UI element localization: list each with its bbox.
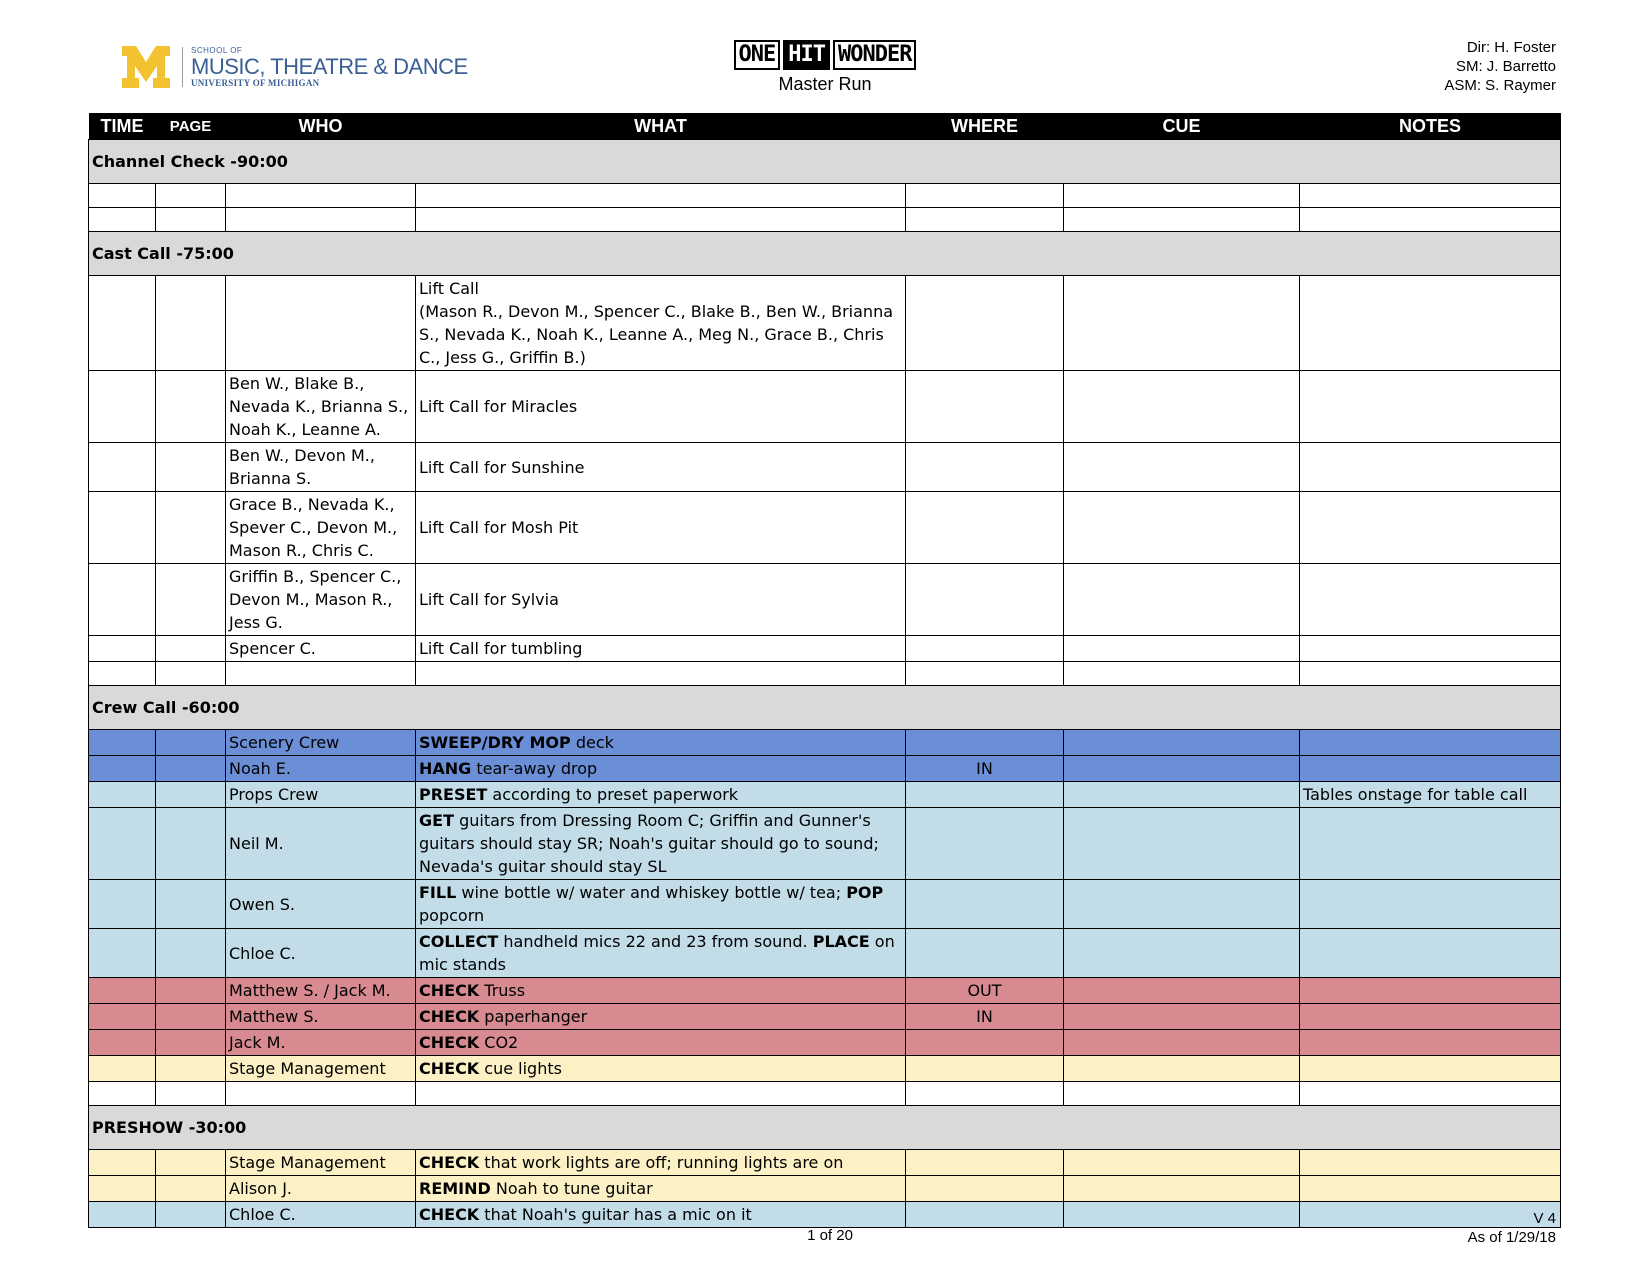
who-cell: Stage Management (226, 1056, 416, 1082)
time-cell (89, 1004, 156, 1030)
table-row (89, 276, 1561, 371)
section-title: PRESHOW -30:00 (89, 1106, 1561, 1150)
who-cell: Chloe C. (226, 1202, 416, 1228)
action-verb: CHECK (419, 1059, 480, 1078)
table-row (89, 443, 1561, 492)
action-text: Lift Call for tumbling (419, 639, 583, 658)
cue-cell (1064, 1004, 1300, 1030)
what-cell (416, 730, 906, 756)
cue-cell (1064, 208, 1300, 232)
time-cell (89, 636, 156, 662)
where-cell: OUT (906, 978, 1064, 1004)
time-cell (89, 730, 156, 756)
page-cell (156, 636, 226, 662)
what-cell (416, 443, 906, 492)
where-cell (906, 880, 1064, 929)
logo-university: UNIVERSITY OF MICHIGAN (191, 77, 320, 88)
version-number: V 4 (1533, 1210, 1556, 1227)
action-verb: PLACE (812, 932, 870, 951)
section-header-row (89, 140, 1561, 184)
action-text: Lift Call for Mosh Pit (419, 518, 579, 537)
table-row (89, 1082, 1561, 1106)
what-cell (416, 756, 906, 782)
who-cell: Grace B., Nevada K., Spever C., Devon M., Mason R., Chris C. (226, 492, 416, 564)
table-row (89, 184, 1561, 208)
action-text: on mic stands (419, 932, 895, 974)
time-cell (89, 443, 156, 492)
action-text: wine bottle w/ water and whiskey bottle w/ tea; (456, 883, 847, 902)
column-header-time: TIME (89, 113, 156, 140)
time-cell (89, 1150, 156, 1176)
where-cell (906, 1202, 1064, 1228)
show-title-block (725, 40, 925, 95)
action-text: Noah to tune guitar (490, 1179, 653, 1198)
action-text: Lift Call for Miracles (419, 397, 578, 416)
notes-cell (1300, 1030, 1561, 1056)
page-cell (156, 276, 226, 371)
cue-cell (1064, 662, 1300, 686)
table-row (89, 492, 1561, 564)
version-date: As of 1/29/18 (1467, 1229, 1556, 1246)
what-cell (416, 371, 906, 443)
page-cell (156, 1202, 226, 1228)
notes-cell (1300, 1082, 1561, 1106)
who-cell: Chloe C. (226, 929, 416, 978)
page-cell (156, 782, 226, 808)
what-cell (416, 1082, 906, 1106)
action-verb: HANG (419, 759, 472, 778)
time-cell (89, 184, 156, 208)
action-text: cue lights (479, 1059, 562, 1078)
time-cell (89, 371, 156, 443)
who-cell: Matthew S. / Jack M. (226, 978, 416, 1004)
table-row (89, 1176, 1561, 1202)
action-verb: CHECK (419, 1205, 480, 1224)
action-verb: PRESET (419, 785, 488, 804)
what-cell (416, 1056, 906, 1082)
action-text: handheld mics 22 and 23 from sound. (498, 932, 813, 951)
action-text: (Mason R., Devon M., Spencer C., Blake B., Ben W., Brianna S., Nevada K., Noah K., Leanne A., Meg N., Grace B., Chris C., Jess G., Griffin B.) (419, 302, 894, 367)
cue-cell (1064, 276, 1300, 371)
action-text: that Noah's guitar has a mic on it (479, 1205, 752, 1224)
who-cell: Ben W., Blake B., Nevada K., Brianna S., Noah K., Leanne A. (226, 371, 416, 443)
cue-cell (1064, 1150, 1300, 1176)
what-cell (416, 1176, 906, 1202)
where-cell (906, 730, 1064, 756)
time-cell (89, 1202, 156, 1228)
notes-cell (1300, 929, 1561, 978)
page-cell (156, 1176, 226, 1202)
who-cell: Alison J. (226, 1176, 416, 1202)
show-title-word-hit: HIT (783, 40, 830, 70)
time-cell (89, 662, 156, 686)
action-verb: CHECK (419, 981, 480, 1000)
what-cell (416, 1150, 906, 1176)
who-cell (226, 208, 416, 232)
column-header-page: PAGE (156, 113, 226, 140)
cue-cell (1064, 492, 1300, 564)
notes-cell (1300, 880, 1561, 929)
cue-cell (1064, 782, 1300, 808)
time-cell (89, 208, 156, 232)
action-text: according to preset paperwork (487, 785, 739, 804)
cue-cell (1064, 929, 1300, 978)
notes-cell (1300, 636, 1561, 662)
run-sheet-table (88, 113, 1561, 1228)
where-cell (906, 443, 1064, 492)
page-cell (156, 208, 226, 232)
who-cell: Neil M. (226, 808, 416, 880)
table-row (89, 564, 1561, 636)
notes-cell (1300, 1150, 1561, 1176)
who-cell (226, 1082, 416, 1106)
who-cell: Griffin B., Spencer C., Devon M., Mason R., Jess G. (226, 564, 416, 636)
document-subtitle: Master Run (778, 74, 872, 94)
cue-cell (1064, 443, 1300, 492)
what-cell (416, 636, 906, 662)
notes-cell (1300, 276, 1561, 371)
notes-cell: Tables onstage for table call (1300, 782, 1561, 808)
cue-cell (1064, 756, 1300, 782)
logo-school-of: SCHOOL OF (191, 45, 243, 55)
page-cell (156, 1082, 226, 1106)
page-cell (156, 730, 226, 756)
action-verb: SWEEP/DRY MOP (419, 733, 571, 752)
table-row (89, 978, 1561, 1004)
time-cell (89, 929, 156, 978)
page-cell (156, 371, 226, 443)
page-cell (156, 443, 226, 492)
action-verb: REMIND (419, 1179, 491, 1198)
who-cell: Noah E. (226, 756, 416, 782)
page-cell (156, 492, 226, 564)
who-cell (226, 184, 416, 208)
page-cell (156, 929, 226, 978)
section-header-row (89, 686, 1561, 730)
show-logo (734, 40, 917, 70)
where-cell (906, 662, 1064, 686)
who-cell (226, 276, 416, 371)
notes-cell (1300, 978, 1561, 1004)
table-row (89, 730, 1561, 756)
where-cell (906, 636, 1064, 662)
cue-cell (1064, 1176, 1300, 1202)
page-cell (156, 880, 226, 929)
cue-cell (1064, 880, 1300, 929)
notes-cell (1300, 184, 1561, 208)
table-row (89, 662, 1561, 686)
column-header-cue: CUE (1064, 113, 1300, 140)
where-cell (906, 1030, 1064, 1056)
staff-assistant-stage-manager: ASM: S. Raymer (1444, 77, 1556, 94)
who-cell: Stage Management (226, 1150, 416, 1176)
where-cell (906, 1082, 1064, 1106)
staff-list (1444, 38, 1556, 95)
where-cell (906, 184, 1064, 208)
page-cell (156, 1030, 226, 1056)
time-cell (89, 1056, 156, 1082)
table-row (89, 880, 1561, 929)
where-cell (906, 808, 1064, 880)
page-cell (156, 808, 226, 880)
cue-cell (1064, 1030, 1300, 1056)
action-text: Lift Call (419, 279, 479, 298)
who-cell: Scenery Crew (226, 730, 416, 756)
time-cell (89, 1030, 156, 1056)
where-cell (906, 1176, 1064, 1202)
cue-cell (1064, 1202, 1300, 1228)
what-cell (416, 929, 906, 978)
cue-cell (1064, 978, 1300, 1004)
action-text: Lift Call for Sylvia (419, 590, 559, 609)
what-cell (416, 1004, 906, 1030)
what-cell (416, 808, 906, 880)
who-cell: Ben W., Devon M., Brianna S. (226, 443, 416, 492)
who-cell (226, 662, 416, 686)
notes-cell (1300, 564, 1561, 636)
page-cell (156, 978, 226, 1004)
action-verb: CHECK (419, 1007, 480, 1026)
action-verb: COLLECT (419, 932, 499, 951)
action-text: that work lights are off; running lights are on (479, 1153, 844, 1172)
action-verb: POP (846, 883, 884, 902)
staff-stage-manager: SM: J. Barretto (1455, 58, 1556, 75)
what-cell (416, 184, 906, 208)
notes-cell (1300, 808, 1561, 880)
notes-cell (1300, 756, 1561, 782)
table-row (89, 808, 1561, 880)
where-cell (906, 208, 1064, 232)
show-title-word-wonder: WONDER (833, 40, 916, 70)
school-logo (120, 44, 468, 90)
notes-cell (1300, 662, 1561, 686)
what-cell (416, 880, 906, 929)
action-text: Truss (479, 981, 526, 1000)
action-verb: GET (419, 811, 454, 830)
page-cell (156, 662, 226, 686)
where-cell (906, 1056, 1064, 1082)
notes-cell (1300, 1004, 1561, 1030)
what-cell (416, 662, 906, 686)
table-row (89, 1030, 1561, 1056)
table-row (89, 756, 1561, 782)
table-row (89, 929, 1561, 978)
notes-cell (1300, 443, 1561, 492)
section-header-row (89, 1106, 1561, 1150)
action-text: paperhanger (479, 1007, 588, 1026)
cue-cell (1064, 1056, 1300, 1082)
where-cell: IN (906, 756, 1064, 782)
who-cell: Props Crew (226, 782, 416, 808)
action-verb: FILL (419, 883, 457, 902)
what-cell (416, 276, 906, 371)
table-row (89, 636, 1561, 662)
action-text: guitars from Dressing Room C; Griffin and Gunner's guitars should stay SR; Noah's guitar should go to sound; Nevada's guitar should stay SL (419, 811, 879, 876)
version-info (1468, 1209, 1556, 1247)
notes-cell (1300, 492, 1561, 564)
section-header-row (89, 232, 1561, 276)
column-header-row (89, 113, 1561, 140)
where-cell (906, 276, 1064, 371)
column-header-who: WHO (226, 113, 416, 140)
time-cell (89, 276, 156, 371)
cue-cell (1064, 184, 1300, 208)
cue-cell (1064, 636, 1300, 662)
block-m-logo-icon (120, 44, 172, 90)
where-cell (906, 371, 1064, 443)
where-cell (906, 782, 1064, 808)
what-cell (416, 978, 906, 1004)
table-row (89, 782, 1561, 808)
cue-cell (1064, 808, 1300, 880)
cue-cell (1064, 564, 1300, 636)
notes-cell (1300, 1056, 1561, 1082)
table-row (89, 208, 1561, 232)
table-row (89, 1150, 1561, 1176)
time-cell (89, 782, 156, 808)
page-cell (156, 1056, 226, 1082)
page-cell (156, 1150, 226, 1176)
logo-separator (182, 47, 183, 87)
action-text: tear-away drop (471, 759, 598, 778)
action-text: Lift Call for Sunshine (419, 457, 585, 477)
action-text: deck (570, 733, 614, 752)
what-cell (416, 1202, 906, 1228)
action-verb: CHECK (419, 1153, 480, 1172)
time-cell (89, 1176, 156, 1202)
action-text: popcorn (419, 906, 485, 925)
run-sheet-body (89, 140, 1561, 1228)
who-cell: Jack M. (226, 1030, 416, 1056)
cue-cell (1064, 1082, 1300, 1106)
time-cell (89, 756, 156, 782)
show-title-word-one: ONE (734, 40, 781, 70)
who-cell: Owen S. (226, 880, 416, 929)
who-cell: Matthew S. (226, 1004, 416, 1030)
staff-director: Dir: H. Foster (1466, 39, 1556, 56)
notes-cell (1300, 371, 1561, 443)
where-cell (906, 492, 1064, 564)
time-cell (89, 564, 156, 636)
table-row (89, 1202, 1561, 1228)
column-header-where: WHERE (906, 113, 1064, 140)
time-cell (89, 1082, 156, 1106)
action-verb: CHECK (419, 1033, 480, 1052)
who-cell: Spencer C. (226, 636, 416, 662)
what-cell (416, 208, 906, 232)
page-cell (156, 564, 226, 636)
cue-cell (1064, 371, 1300, 443)
time-cell (89, 808, 156, 880)
what-cell (416, 782, 906, 808)
where-cell (906, 564, 1064, 636)
what-cell (416, 492, 906, 564)
where-cell (906, 929, 1064, 978)
logo-school-name: MUSIC, THEATRE & DANCE (191, 53, 468, 79)
page-number: 1 of 20 (807, 1227, 853, 1244)
page-cell (156, 184, 226, 208)
table-row (89, 1056, 1561, 1082)
notes-cell (1300, 1176, 1561, 1202)
where-cell (906, 1150, 1064, 1176)
table-row (89, 1004, 1561, 1030)
page-cell (156, 756, 226, 782)
where-cell: IN (906, 1004, 1064, 1030)
page-cell (156, 1004, 226, 1030)
cue-cell (1064, 730, 1300, 756)
column-header-what: WHAT (416, 113, 906, 140)
what-cell (416, 564, 906, 636)
section-title: Crew Call -60:00 (89, 686, 1561, 730)
notes-cell (1300, 208, 1561, 232)
action-text: CO2 (479, 1033, 519, 1052)
time-cell (89, 978, 156, 1004)
time-cell (89, 880, 156, 929)
table-row (89, 371, 1561, 443)
section-title: Cast Call -75:00 (89, 232, 1561, 276)
notes-cell (1300, 730, 1561, 756)
column-header-notes: NOTES (1300, 113, 1561, 140)
time-cell (89, 492, 156, 564)
what-cell (416, 1030, 906, 1056)
logo-text (191, 47, 468, 88)
section-title: Channel Check -90:00 (89, 140, 1561, 184)
